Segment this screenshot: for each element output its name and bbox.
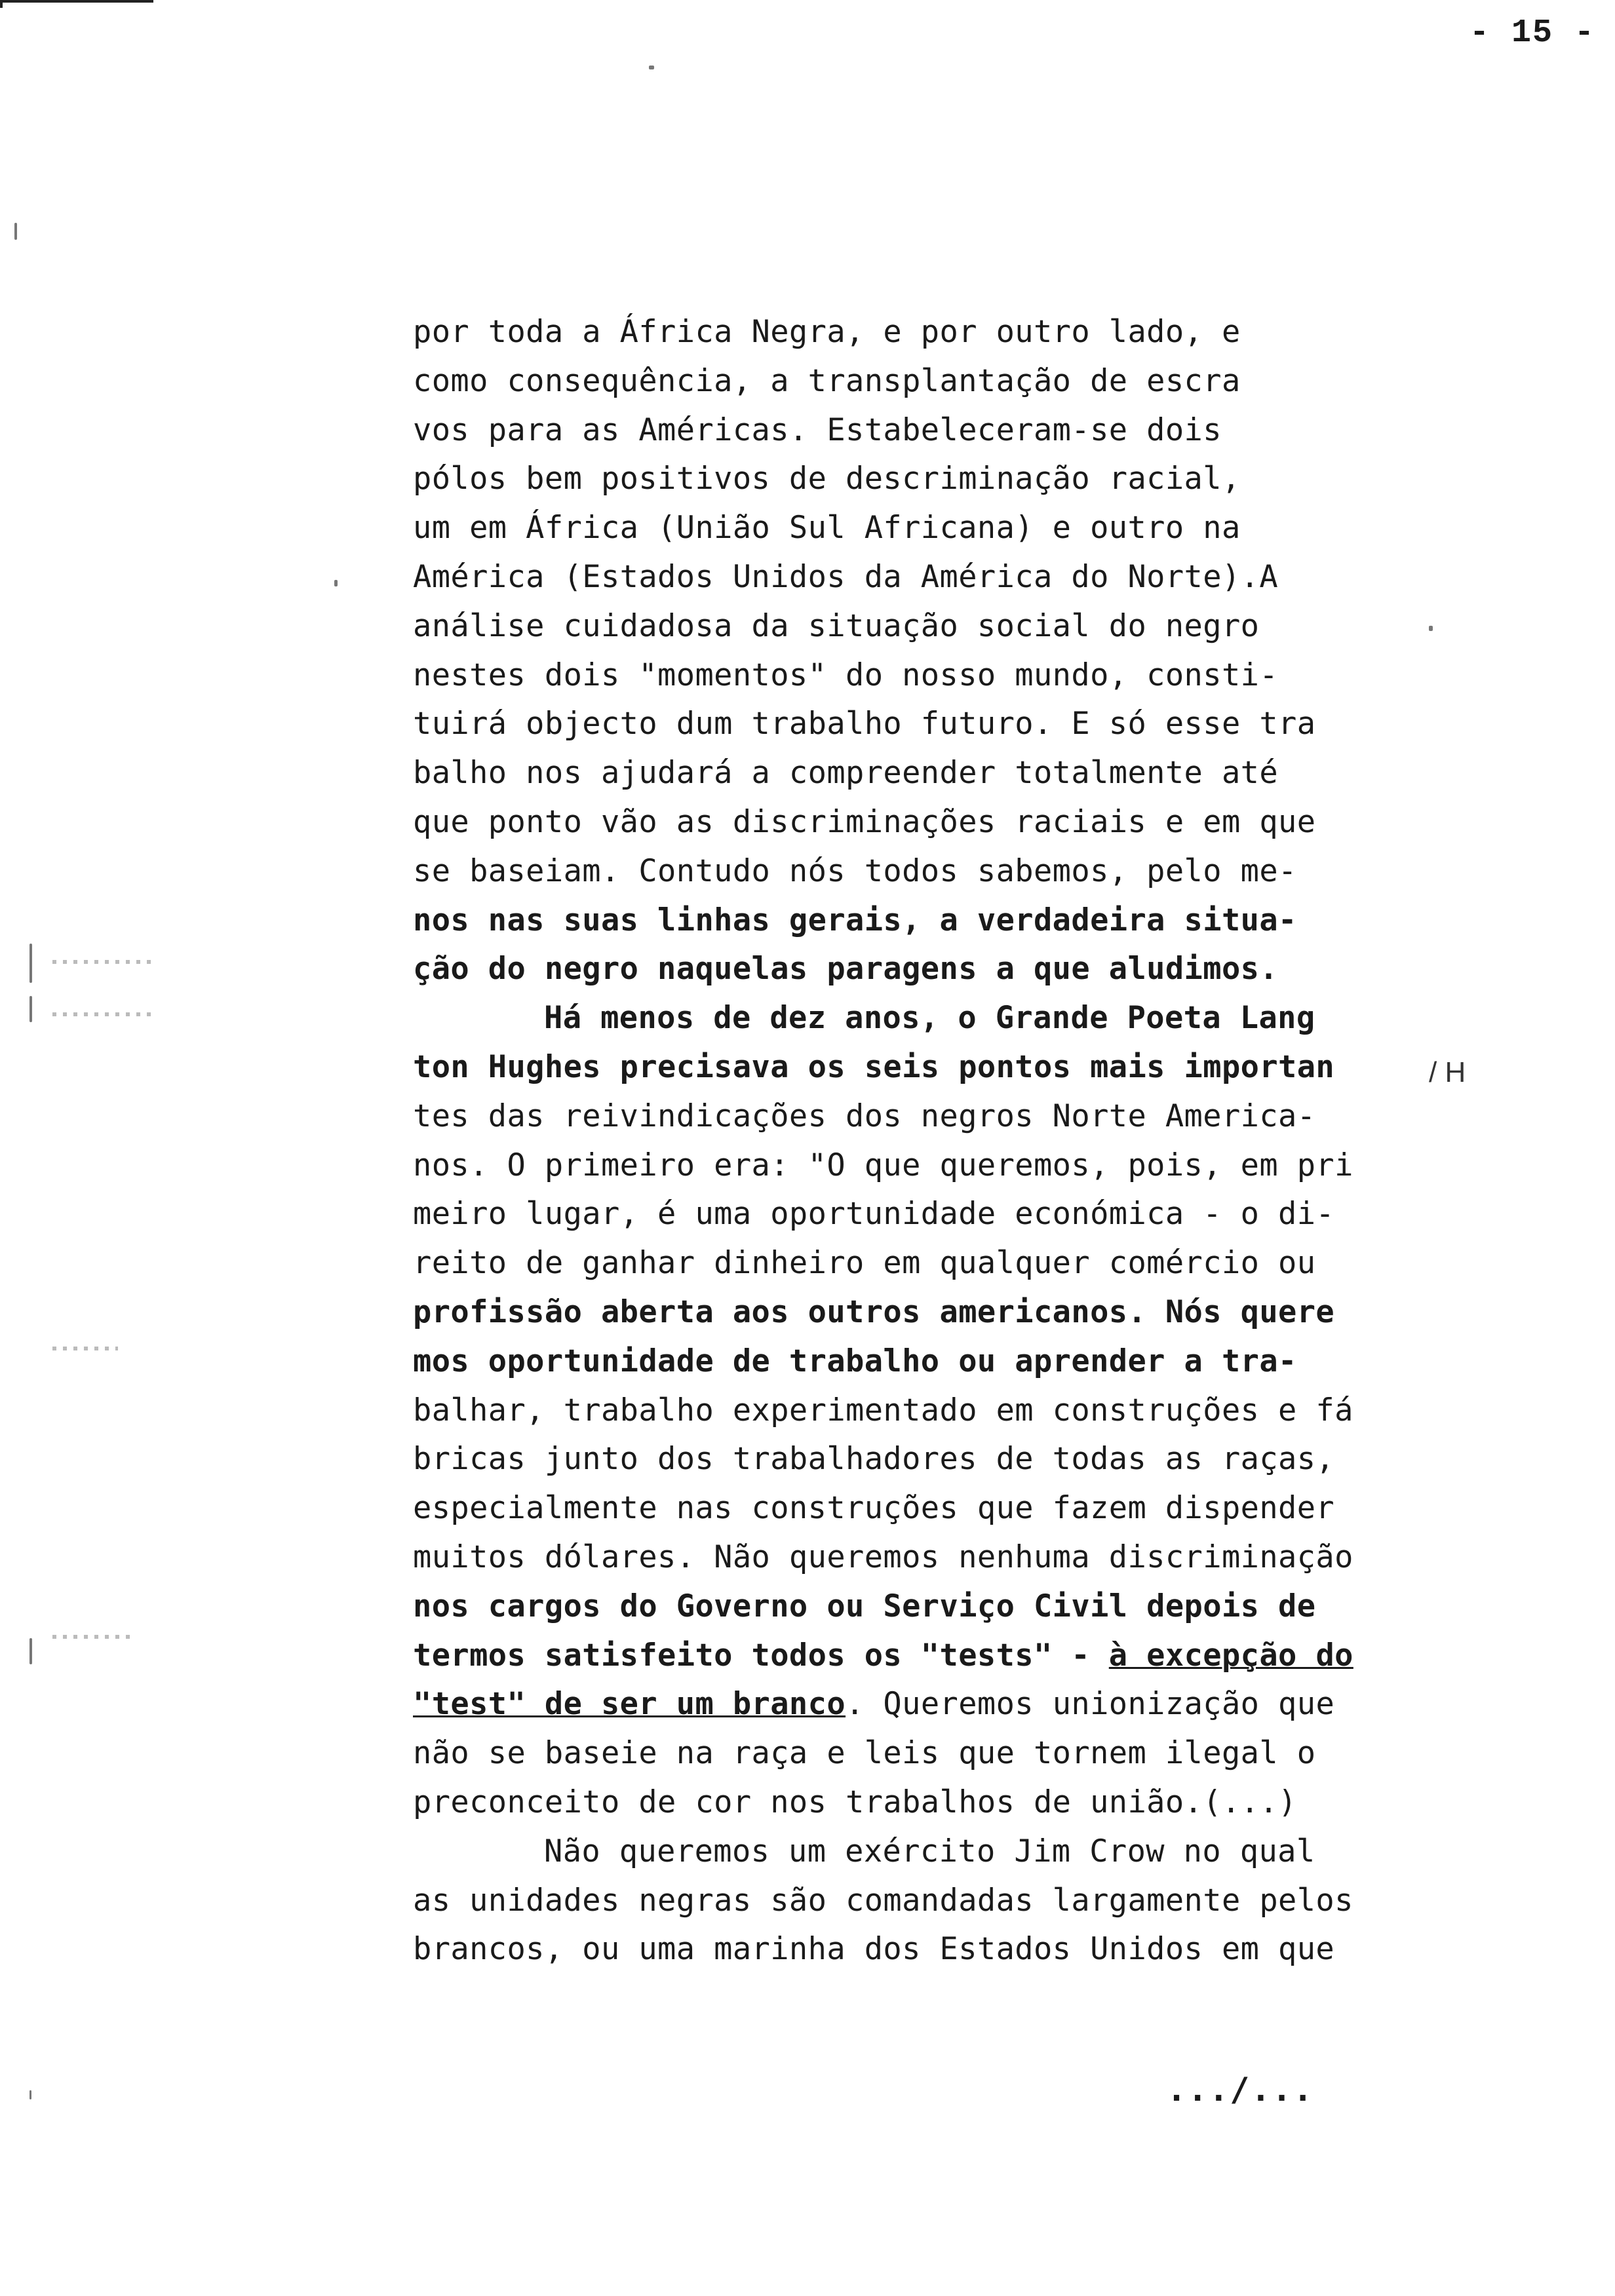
text-line: balhar, trabalho experimentado em construções e fá (413, 1392, 1353, 1428)
text-line: tes das reivindicações dos negros Norte America- (413, 1098, 1316, 1134)
scan-smudge (52, 1347, 118, 1350)
continuation-marker: .../... (1167, 2071, 1314, 2109)
underlined-phrase: "test" de ser um branco (413, 1686, 846, 1723)
underlined-phrase: à excepção do (1108, 1637, 1353, 1674)
text-line: que ponto vão as discriminações raciais e em que (413, 803, 1316, 840)
text-line: como consequência, a transplantação de escra (413, 362, 1241, 399)
paragraph-start-line: Não queremos um exército Jim Crow no qual (544, 1833, 1315, 1869)
text-segment: . Queremos unionização que (846, 1686, 1335, 1723)
scan-speck (649, 66, 654, 69)
handwritten-margin-note: / H (1429, 1056, 1466, 1088)
text-line: América (Estados Unidos da América do Norte).A (413, 558, 1279, 595)
text-line: se baseiam. Contudo nós todos sabemos, pelo me- (413, 852, 1297, 889)
scan-speck (29, 2090, 31, 2099)
text-line: análise cuidadosa da situação social do negro (413, 607, 1260, 644)
text-line: ton Hughes precisava os seis pontos mais importan (413, 1048, 1335, 1085)
text-line: pólos bem positivos de descriminação racial, (413, 461, 1241, 497)
text-line: balho nos ajudará a compreender totalmente até (413, 755, 1279, 792)
text-line (413, 1680, 1435, 1729)
scan-speck (29, 996, 32, 1022)
scan-speck (29, 1638, 32, 1664)
text-segment: termos satisfeito todos os "tests" - (413, 1637, 1109, 1674)
scan-speck (334, 580, 338, 586)
text-line: brancos, ou uma marinha dos Estados Unidos em que (413, 1931, 1335, 1968)
text-line: as unidades negras são comandadas largamente pelos (413, 1882, 1353, 1919)
text-line: nos nas suas linhas gerais, a verdadeira situa- (413, 902, 1297, 938)
text-line: muitos dólares. Não queremos nenhuma discriminação (413, 1539, 1353, 1575)
scan-speck (14, 223, 17, 240)
text-line: profissão aberta aos outros americanos. Nós quere (413, 1293, 1335, 1330)
text-line: nos cargos do Governo ou Serviço Civil depois de (413, 1588, 1316, 1624)
text-line: nos. O primeiro era: "O que queremos, pois, em pri (413, 1147, 1353, 1183)
text-line: bricas junto dos trabalhadores de todas as raças, (413, 1441, 1335, 1478)
text-line: por toda a África Negra, e por outro lado, e (413, 314, 1241, 350)
text-line: reito de ganhar dinheiro em qualquer comércio ou (413, 1245, 1316, 1282)
scan-speck (1429, 626, 1433, 631)
body-text (413, 308, 1435, 1974)
scan-smudge (52, 1012, 157, 1016)
scan-speck (29, 944, 32, 983)
paragraph-start-line: Há menos de dez anos, o Grande Poeta Lang (544, 1000, 1315, 1037)
text-line: um em África (União Sul Africana) e outro na (413, 510, 1241, 546)
text-line (413, 1632, 1435, 1681)
text-line: mos oportunidade de trabalho ou aprender a tra- (413, 1343, 1297, 1379)
text-line: vos para as Américas. Estabeleceram-se dois (413, 411, 1222, 448)
scan-smudge (52, 960, 157, 964)
text-line: preconceito de cor nos trabalhos de união.(...) (413, 1784, 1297, 1820)
text-line: especialmente nas construções que fazem dispender (413, 1490, 1335, 1527)
page-corner-mark (0, 0, 153, 8)
text-line: tuirá objecto dum trabalho futuro. E só esse tra (413, 706, 1316, 742)
text-line: nestes dois "momentos" do nosso mundo, consti- (413, 657, 1279, 693)
text-line: meiro lugar, é uma oportunidade económica - o di- (413, 1196, 1335, 1233)
scan-smudge (52, 1635, 131, 1639)
text-line: não se baseie na raça e leis que tornem ilegal o (413, 1735, 1316, 1772)
page-number: - 15 - (1469, 14, 1595, 52)
text-line: ção do negro naquelas paragens a que aludimos. (413, 951, 1279, 987)
